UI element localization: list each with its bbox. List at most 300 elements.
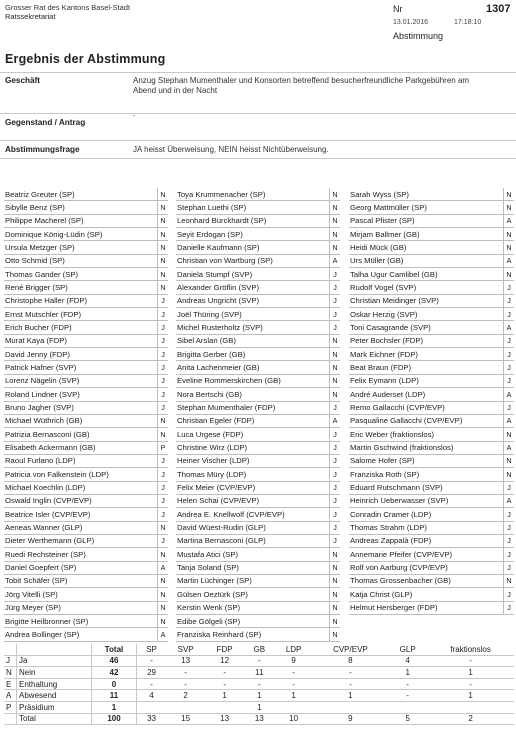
vote-value: A	[506, 416, 512, 426]
summary-row	[4, 690, 514, 702]
member-name: Bruno Jagher (SVP)	[5, 403, 74, 412]
vote-row	[349, 428, 514, 441]
vote-value: N	[332, 576, 338, 586]
vote-row	[349, 228, 514, 241]
member-name: Sibylle Benz (SP)	[5, 202, 65, 212]
member-name: Nora Bertschi (GB)	[177, 389, 242, 399]
summary-cell: E	[4, 678, 17, 690]
member-name: Christine Wirz (LDP)	[177, 443, 248, 453]
vote-row	[349, 588, 514, 601]
member-name: Brigitte Heilbronner (SP)	[5, 616, 89, 626]
vote-row	[349, 468, 514, 481]
vote-row	[349, 281, 514, 294]
member-name: Heidi Mück (GB)	[350, 242, 407, 252]
member-name: Patrizia Bernasconi (GB)	[5, 429, 90, 439]
vote-row	[4, 522, 168, 535]
member-name: Katja Christ (GLP)	[350, 589, 413, 599]
summary-cell: 8	[313, 655, 388, 667]
vote-value: J	[161, 349, 165, 359]
vote-row	[4, 415, 168, 428]
vote-row	[4, 442, 168, 455]
vote-value: J	[161, 483, 165, 493]
member-name: Salome Hofer (SP)	[350, 456, 415, 466]
vote-row	[176, 495, 340, 508]
vote-row	[349, 562, 514, 575]
member-name: David Jenny (FDP)	[5, 349, 70, 359]
member-name: Conradin Cramer (LDP)	[350, 509, 432, 519]
summary-row	[4, 678, 514, 690]
org-name: Grosser Rat des Kantons Basel-Stadt	[5, 3, 131, 12]
member-name: Martina Bernasconi (GLP)	[177, 536, 266, 546]
summary-cell: -	[275, 678, 313, 690]
summary-cell	[205, 701, 244, 713]
member-name: Martin Lüchinger (SP)	[177, 576, 252, 586]
vote-value: N	[332, 603, 338, 613]
vote-row	[4, 281, 168, 294]
member-name: Jürg Meyer (SP)	[5, 603, 61, 613]
vote-value: N	[160, 282, 166, 292]
vote-row	[4, 455, 168, 468]
summary-cell: -	[427, 655, 514, 667]
vote-row	[349, 388, 514, 401]
member-name: Helmut Hersberger (FDP)	[350, 603, 438, 613]
vote-value: N	[332, 563, 338, 573]
summary-cell: 42	[92, 667, 137, 679]
member-name: Thomas Strahm (LDP)	[350, 523, 427, 533]
summary-cell	[427, 701, 514, 713]
page-title: Ergebnis der Abstimmung	[5, 52, 166, 66]
summary-cell: 1	[244, 701, 274, 713]
vote-value: N	[332, 616, 338, 626]
summary-cell	[17, 644, 92, 655]
vote-value: N	[506, 429, 512, 439]
vote-value: J	[161, 456, 165, 466]
summary-cell: Total	[17, 713, 92, 725]
member-name: Stephan Luethi (SP)	[177, 202, 247, 212]
member-name: Erich Bucher (FDP)	[5, 322, 72, 332]
member-name: Pascal Pfister (SP)	[350, 216, 415, 226]
vote-value: N	[332, 376, 338, 386]
vote-value: A	[506, 216, 512, 226]
summary-cell: N	[4, 667, 17, 679]
org-department: Ratssekretariat	[5, 12, 56, 21]
member-name: Talha Ugur Camlibel (GB)	[350, 269, 438, 279]
vote-row	[4, 308, 168, 321]
geschaeft-label: Geschäft	[5, 76, 41, 85]
vote-value: J	[333, 443, 337, 453]
member-name: David Wüest-Rudin (GLP)	[177, 523, 266, 533]
summary-cell: 4	[137, 690, 167, 702]
vote-value: N	[160, 269, 166, 279]
vote-value: J	[333, 483, 337, 493]
summary-cell: SVP	[166, 644, 205, 655]
summary-cell: 1	[427, 690, 514, 702]
vote-row	[4, 562, 168, 575]
vote-row	[176, 415, 340, 428]
summary-cell: 9	[313, 713, 388, 725]
vote-row	[176, 388, 340, 401]
member-name: Beat Braun (FDP)	[350, 362, 412, 372]
summary-cell: -	[137, 678, 167, 690]
summary-cell: 33	[137, 713, 167, 725]
vote-value: N	[160, 202, 166, 212]
vote-row	[349, 415, 514, 428]
summary-cell: A	[4, 690, 17, 702]
member-name: Christian von Wartburg (SP)	[177, 256, 273, 266]
vote-row	[349, 522, 514, 535]
vote-date: 13.01.2016	[393, 19, 429, 26]
vote-value: J	[333, 296, 337, 306]
vote-row	[349, 268, 514, 281]
summary-cell: 9	[275, 655, 313, 667]
divider	[0, 140, 516, 141]
vote-value: N	[332, 389, 338, 399]
vote-row	[176, 375, 340, 388]
member-name: Dominique König-Lüdin (SP)	[5, 229, 103, 239]
summary-cell: 11	[92, 690, 137, 702]
vote-row	[4, 228, 168, 241]
vote-row	[4, 201, 168, 214]
summary-cell: 11	[244, 667, 274, 679]
geschaeft-value-line1: Anzug Stephan Mumenthaler und Konsorten betreffend besucherfreundliche Parkgebühren am	[133, 76, 470, 85]
member-name: Michael Wüthrich (GB)	[5, 416, 83, 426]
summary-cell	[166, 701, 205, 713]
member-name: Thomas Gander (SP)	[5, 269, 79, 279]
member-name: Patricia von Falkenstein (LDP)	[5, 469, 109, 479]
vote-row	[4, 495, 168, 508]
member-name: Beatriz Greuter (SP)	[5, 189, 75, 199]
vote-value: J	[333, 309, 337, 319]
vote-column-3	[349, 188, 514, 615]
vote-value: J	[507, 282, 511, 292]
summary-cell: 4	[388, 655, 427, 667]
vote-row	[176, 468, 340, 481]
vote-value: N	[506, 242, 512, 252]
member-name: Daniela Stumpf (SVP)	[177, 269, 253, 279]
vote-value: N	[160, 416, 166, 426]
vote-value: A	[332, 416, 338, 426]
summary-cell: 1	[313, 690, 388, 702]
member-name: Thomas Müry (LDP)	[177, 469, 247, 479]
vote-value: N	[332, 216, 338, 226]
vote-value: J	[161, 336, 165, 346]
member-name: Andrea E. Knellwolf (CVP/EVP)	[177, 509, 285, 519]
summary-cell: 46	[92, 655, 137, 667]
vote-row	[176, 575, 340, 588]
vote-row	[4, 615, 168, 628]
summary-cell: Ja	[17, 655, 92, 667]
vote-row	[4, 602, 168, 615]
member-name: Oskar Herzig (SVP)	[350, 309, 418, 319]
vote-value: J	[507, 309, 511, 319]
vote-value: N	[332, 549, 338, 559]
summary-cell: -	[427, 678, 514, 690]
vote-row	[176, 268, 340, 281]
vote-value: J	[333, 403, 337, 412]
member-name: Gülsen Oeztürk (SP)	[177, 589, 248, 599]
vote-row	[176, 522, 340, 535]
vote-row	[176, 281, 340, 294]
member-name: Toni Casagrande (SVP)	[350, 322, 431, 332]
vote-row	[176, 428, 340, 441]
vote-value: A	[506, 256, 512, 266]
member-name: Ursula Metzger (SP)	[5, 242, 75, 252]
vote-row	[4, 468, 168, 481]
summary-row	[4, 655, 514, 667]
gegenstand-label: Gegenstand / Antrag	[5, 118, 86, 127]
vote-row	[4, 295, 168, 308]
vote-column-1	[4, 188, 168, 642]
summary-cell: CVP/EVP	[313, 644, 388, 655]
vote-value: J	[333, 456, 337, 466]
summary-cell: fraktionslos	[427, 644, 514, 655]
member-name: Danielle Kaufmann (SP)	[177, 242, 260, 252]
summary-cell: -	[388, 690, 427, 702]
member-name: Sibel Arslan (GB)	[177, 336, 236, 346]
member-name: Franziska Reinhard (SP)	[177, 629, 262, 639]
vote-row	[4, 188, 168, 201]
summary-cell: GLP	[388, 644, 427, 655]
vote-value: A	[506, 443, 512, 453]
vote-row	[176, 482, 340, 495]
vote-value: A	[160, 629, 166, 639]
vote-row	[349, 241, 514, 254]
vote-value: A	[332, 256, 338, 266]
member-name: Eveline Rommerskirchen (GB)	[177, 376, 281, 386]
summary-cell: 100	[92, 713, 137, 725]
vote-value: P	[160, 443, 166, 453]
vote-row	[349, 321, 514, 334]
vote-value: N	[160, 549, 166, 559]
member-name: Joël Thüring (SVP)	[177, 309, 242, 319]
vote-row	[176, 548, 340, 561]
member-name: Heinrich Ueberwasser (SVP)	[350, 496, 449, 506]
vote-row	[4, 361, 168, 374]
member-name: Edibe Gölgeli (SP)	[177, 616, 241, 626]
member-name: Seyit Erdogan (SP)	[177, 229, 243, 239]
abstimmungsfrage-label: Abstimmungsfrage	[5, 145, 80, 154]
summary-cell: 12	[205, 655, 244, 667]
vote-row	[349, 508, 514, 521]
member-name: Luca Urgese (FDP)	[177, 429, 244, 439]
summary-cell	[388, 701, 427, 713]
vote-row	[349, 548, 514, 561]
vote-value: J	[333, 282, 337, 292]
vote-row	[349, 482, 514, 495]
vote-value: J	[507, 362, 511, 372]
vote-row	[349, 348, 514, 361]
member-name: Franziska Roth (SP)	[350, 469, 420, 479]
vote-value: J	[333, 322, 337, 332]
summary-cell: 2	[166, 690, 205, 702]
vote-row	[349, 575, 514, 588]
vote-row	[4, 375, 168, 388]
member-name: André Auderset (LDP)	[350, 389, 426, 399]
vote-row	[349, 255, 514, 268]
summary-cell: -	[275, 667, 313, 679]
member-name: Daniel Goepfert (SP)	[5, 563, 77, 573]
vote-row	[349, 402, 514, 415]
summary-cell: 10	[275, 713, 313, 725]
summary-cell: -	[313, 678, 388, 690]
divider	[0, 113, 516, 114]
vote-value: N	[332, 336, 338, 346]
vote-value: N	[160, 429, 166, 439]
vote-value: J	[507, 589, 511, 599]
vote-value: N	[506, 229, 512, 239]
summary-cell: 1	[427, 667, 514, 679]
vote-row	[176, 241, 340, 254]
vote-row	[349, 188, 514, 201]
vote-value: N	[506, 576, 512, 586]
vote-value: N	[160, 216, 166, 226]
vote-value: A	[160, 563, 166, 573]
vote-value: J	[161, 403, 165, 412]
member-name: Leonhard Burckhardt (SP)	[177, 216, 267, 226]
document-type: Abstimmung	[393, 31, 444, 41]
vote-row	[176, 562, 340, 575]
member-name: Felix Eymann (LDP)	[350, 376, 419, 386]
number-value: 1307	[486, 3, 511, 15]
vote-row	[176, 228, 340, 241]
member-name: Eduard Rutschmann (SVP)	[350, 483, 443, 493]
summary-cell: P	[4, 701, 17, 713]
summary-cell: 1	[92, 701, 137, 713]
vote-value: J	[333, 496, 337, 506]
vote-row	[4, 588, 168, 601]
summary-cell	[137, 701, 167, 713]
vote-value: N	[160, 189, 166, 199]
vote-value: J	[507, 509, 511, 519]
summary-table	[4, 644, 514, 725]
vote-row	[176, 295, 340, 308]
vote-value: N	[160, 229, 166, 239]
vote-row	[176, 602, 340, 615]
member-name: René Brigger (SP)	[5, 282, 68, 292]
member-name: Toya Krummenacher (SP)	[177, 189, 266, 199]
summary-cell: -	[166, 667, 205, 679]
vote-row	[4, 575, 168, 588]
vote-value: J	[161, 309, 165, 319]
vote-row	[176, 335, 340, 348]
member-name: Brigitta Gerber (GB)	[177, 349, 246, 359]
member-name: Christophe Haller (FDP)	[5, 296, 88, 306]
member-name: Urs Müller (GB)	[350, 256, 404, 266]
vote-value: N	[332, 589, 338, 599]
summary-cell: -	[137, 655, 167, 667]
member-name: Anita Lachenmeier (GB)	[177, 362, 260, 372]
vote-value: J	[161, 362, 165, 372]
abstimmungsfrage-value: JA heisst Überweisung, NEIN heisst Nichtüberweisung.	[133, 145, 329, 154]
summary-cell: Enthaltung	[17, 678, 92, 690]
summary-cell: 15	[166, 713, 205, 725]
member-name: Pasqualine Gallacchi (CVP/EVP)	[350, 416, 463, 426]
summary-cell: 29	[137, 667, 167, 679]
member-name: Georg Mattmüller (SP)	[350, 202, 427, 212]
summary-cell: 0	[92, 678, 137, 690]
vote-value: J	[161, 469, 165, 479]
member-name: Andreas Zappalà (FDP)	[350, 536, 432, 546]
member-name: Beatrice Isler (CVP/EVP)	[5, 509, 91, 519]
summary-cell: 5	[388, 713, 427, 725]
member-name: Philippe Macherel (SP)	[5, 216, 84, 226]
vote-row	[349, 201, 514, 214]
summary-cell: 13	[205, 713, 244, 725]
summary-row	[4, 667, 514, 679]
member-name: Tobit Schäfer (SP)	[5, 576, 68, 586]
vote-row	[176, 201, 340, 214]
summary-cell: -	[244, 678, 274, 690]
vote-value: N	[160, 589, 166, 599]
vote-value: J	[161, 536, 165, 546]
summary-cell: Präsidium	[17, 701, 92, 713]
vote-row	[176, 255, 340, 268]
vote-value: J	[333, 523, 337, 533]
vote-row	[176, 188, 340, 201]
summary-cell: 2	[427, 713, 514, 725]
vote-row	[349, 295, 514, 308]
member-name: Remo Gallacchi (CVP/EVP)	[350, 403, 445, 412]
member-name: Mustafa Atici (SP)	[177, 549, 239, 559]
vote-row	[176, 321, 340, 334]
summary-cell: -	[313, 667, 388, 679]
vote-value: J	[507, 296, 511, 306]
member-name: Aeneas Wanner (GLP)	[5, 523, 83, 533]
summary-cell: 1	[388, 667, 427, 679]
vote-row	[4, 348, 168, 361]
member-name: Oswald Inglin (CVP/EVP)	[5, 496, 92, 506]
member-name: Kerstin Wenk (SP)	[177, 603, 241, 613]
vote-row	[4, 402, 168, 415]
vote-value: J	[507, 349, 511, 359]
vote-value: J	[161, 509, 165, 519]
vote-column-2	[176, 188, 340, 642]
vote-row	[349, 602, 514, 615]
vote-value: N	[332, 629, 338, 639]
vote-value: N	[160, 523, 166, 533]
member-name: Peter Bochsler (FDP)	[350, 336, 424, 346]
vote-value: A	[506, 322, 512, 332]
vote-value: J	[507, 376, 511, 386]
member-name: Mirjam Ballmer (GB)	[350, 229, 420, 239]
vote-row	[176, 588, 340, 601]
summary-cell	[4, 713, 17, 725]
vote-value: J	[507, 403, 511, 412]
vote-row	[4, 535, 168, 548]
gegenstand-value: -	[133, 113, 136, 120]
vote-value: A	[506, 389, 512, 399]
vote-value: J	[507, 549, 511, 559]
vote-row	[4, 215, 168, 228]
member-name: Thomas Grossenbacher (GB)	[350, 576, 451, 586]
vote-value: J	[507, 336, 511, 346]
member-name: Michel Rusterholtz (SVP)	[177, 322, 263, 332]
member-name: Alexander Gröflin (SVP)	[177, 282, 260, 292]
vote-value: J	[333, 509, 337, 519]
summary-cell: FDP	[205, 644, 244, 655]
vote-row	[176, 215, 340, 228]
member-name: Mark Eichner (FDP)	[350, 349, 418, 359]
vote-value: J	[507, 603, 511, 613]
vote-row	[4, 241, 168, 254]
member-name: Raoul Furlano (LDP)	[5, 456, 76, 466]
vote-value: N	[160, 603, 166, 613]
summary-cell: GB	[244, 644, 274, 655]
vote-row	[176, 535, 340, 548]
divider	[0, 158, 516, 159]
member-name: Felix Meier (CVP/EVP)	[177, 483, 256, 493]
vote-value: N	[506, 189, 512, 199]
